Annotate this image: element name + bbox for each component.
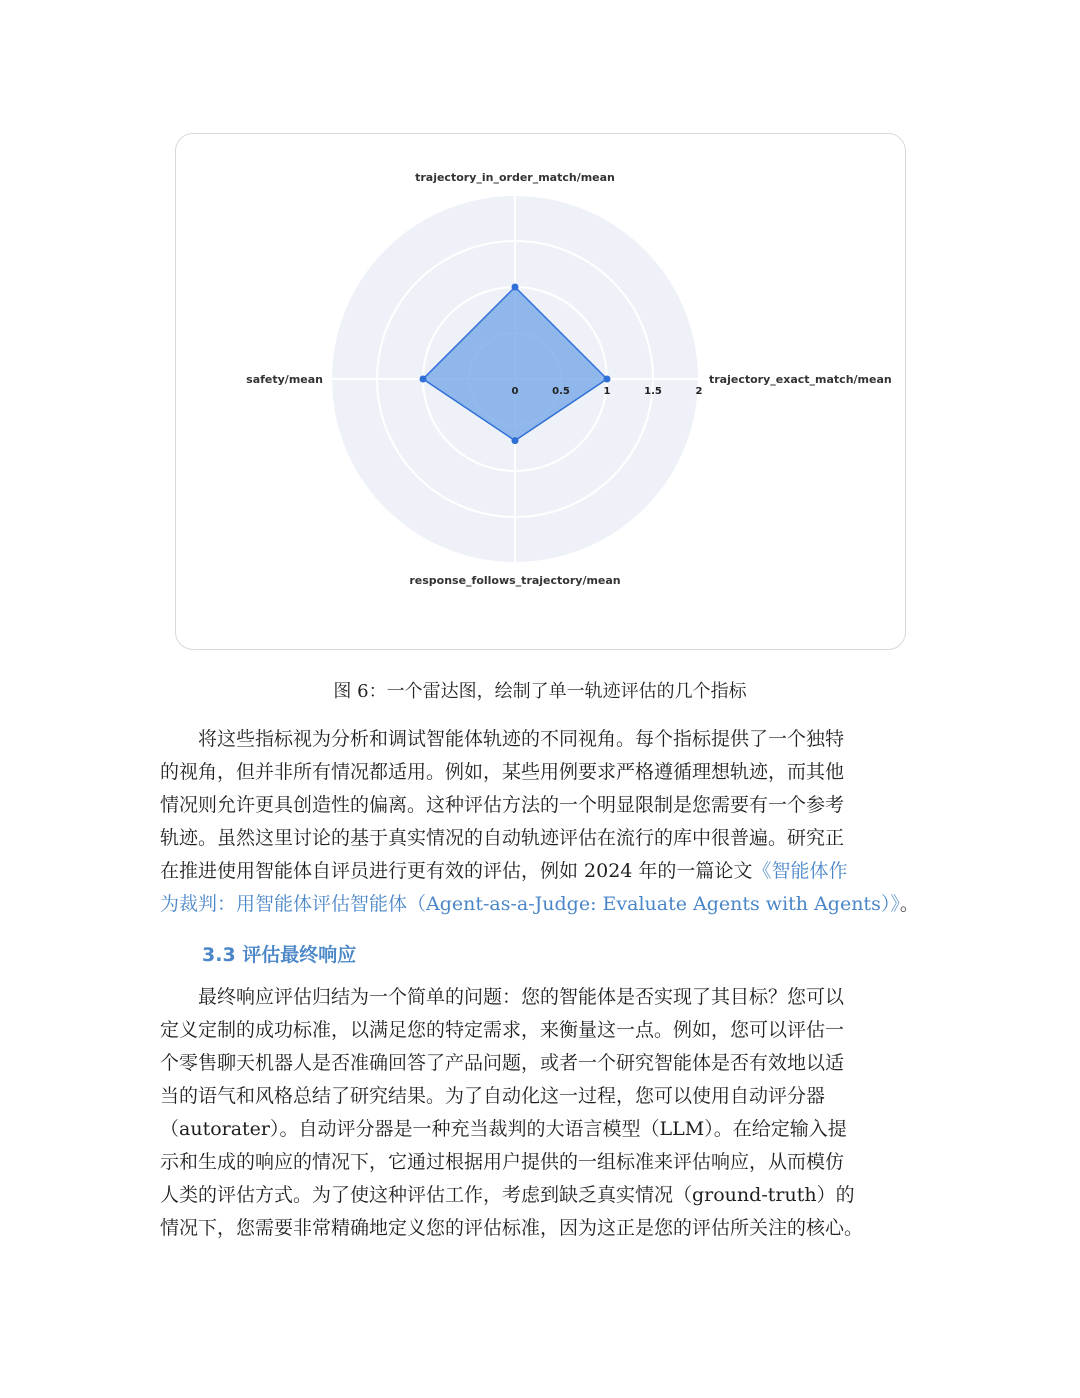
- text-line: [160, 855, 922, 888]
- text-line: 当的语气和风格总结了研究结果。为了自动化这一过程，您可以使用自动评分器: [160, 1085, 826, 1107]
- paper-link-continued[interactable]: 为裁判：用智能体评估智能体（Agent-as-a-Judge: Evaluate Agents with Agents）》: [160, 893, 900, 915]
- text-segment: 在推进使用智能体自评员进行更有效的评估，例如 2024 年的一篇论文: [160, 860, 753, 882]
- radar-data-point: [604, 376, 611, 383]
- section-heading: 3.3 评估最终响应: [202, 944, 357, 966]
- text-line: （autorater）。自动评分器是一种充当裁判的大语言模型（LLM）。在给定输入提: [160, 1118, 847, 1140]
- radar-tick-label: 1: [603, 386, 611, 397]
- radar-tick-label: 1.5: [644, 386, 662, 397]
- radar-axis-label: trajectory_exact_match/mean: [709, 373, 892, 386]
- text-line: 情况下，您需要非常精确地定义您的评估标准，因为这正是您的评估所关注的核心。: [160, 1217, 864, 1239]
- radar-tick-label: 0.5: [552, 386, 570, 397]
- text-line: 人类的评估方式。为了使这种评估工作，考虑到缺乏真实情况（ground-truth）的: [160, 1184, 855, 1206]
- radar-data-point: [512, 437, 519, 444]
- text-line: 的视角，但并非所有情况都适用。例如，某些用例要求严格遵循理想轨迹，而其他: [160, 761, 845, 783]
- text-line: 将这些指标视为分析和调试智能体轨迹的不同视角。每个指标提供了一个独特: [160, 728, 845, 750]
- radar-tick-label: 0: [511, 386, 519, 397]
- paper-link[interactable]: 《智能体作: [752, 860, 848, 882]
- radar-tick-label: 2: [695, 386, 703, 397]
- radar-data-point: [420, 376, 427, 383]
- text-line: 定义定制的成功标准，以满足您的特定需求，来衡量这一点。例如，您可以评估一: [160, 1019, 845, 1041]
- text-line: [160, 888, 922, 921]
- paragraph-metrics: [160, 723, 922, 921]
- radar-axis-label: safety/mean: [246, 373, 323, 386]
- paragraph-final-response: [160, 981, 922, 1245]
- text-line: 情况则允许更具创造性的偏离。这种评估方法的一个明显限制是您需要有一个参考: [160, 794, 845, 816]
- radar-axis-label: trajectory_in_order_match/mean: [415, 171, 615, 184]
- radar-chart-figure: [175, 133, 906, 650]
- radar-chart: [176, 134, 907, 651]
- text-line: 轨迹。虽然这里讨论的基于真实情况的自动轨迹评估在流行的库中很普遍。研究正: [160, 827, 845, 849]
- text-line: 最终响应评估归结为一个简单的问题：您的智能体是否实现了其目标？您可以: [160, 986, 845, 1008]
- text-line: 示和生成的响应的情况下，它通过根据用户提供的一组标准来评估响应，从而模仿: [160, 1151, 845, 1173]
- text-line: 个零售聊天机器人是否准确回答了产品问题，或者一个研究智能体是否有效地以适: [160, 1052, 845, 1074]
- radar-data-point: [512, 284, 519, 291]
- radar-axis-label: response_follows_trajectory/mean: [409, 574, 621, 587]
- text-segment: 。: [899, 893, 919, 915]
- figure-caption: 图 6：一个雷达图，绘制了单一轨迹评估的几个指标: [333, 681, 747, 702]
